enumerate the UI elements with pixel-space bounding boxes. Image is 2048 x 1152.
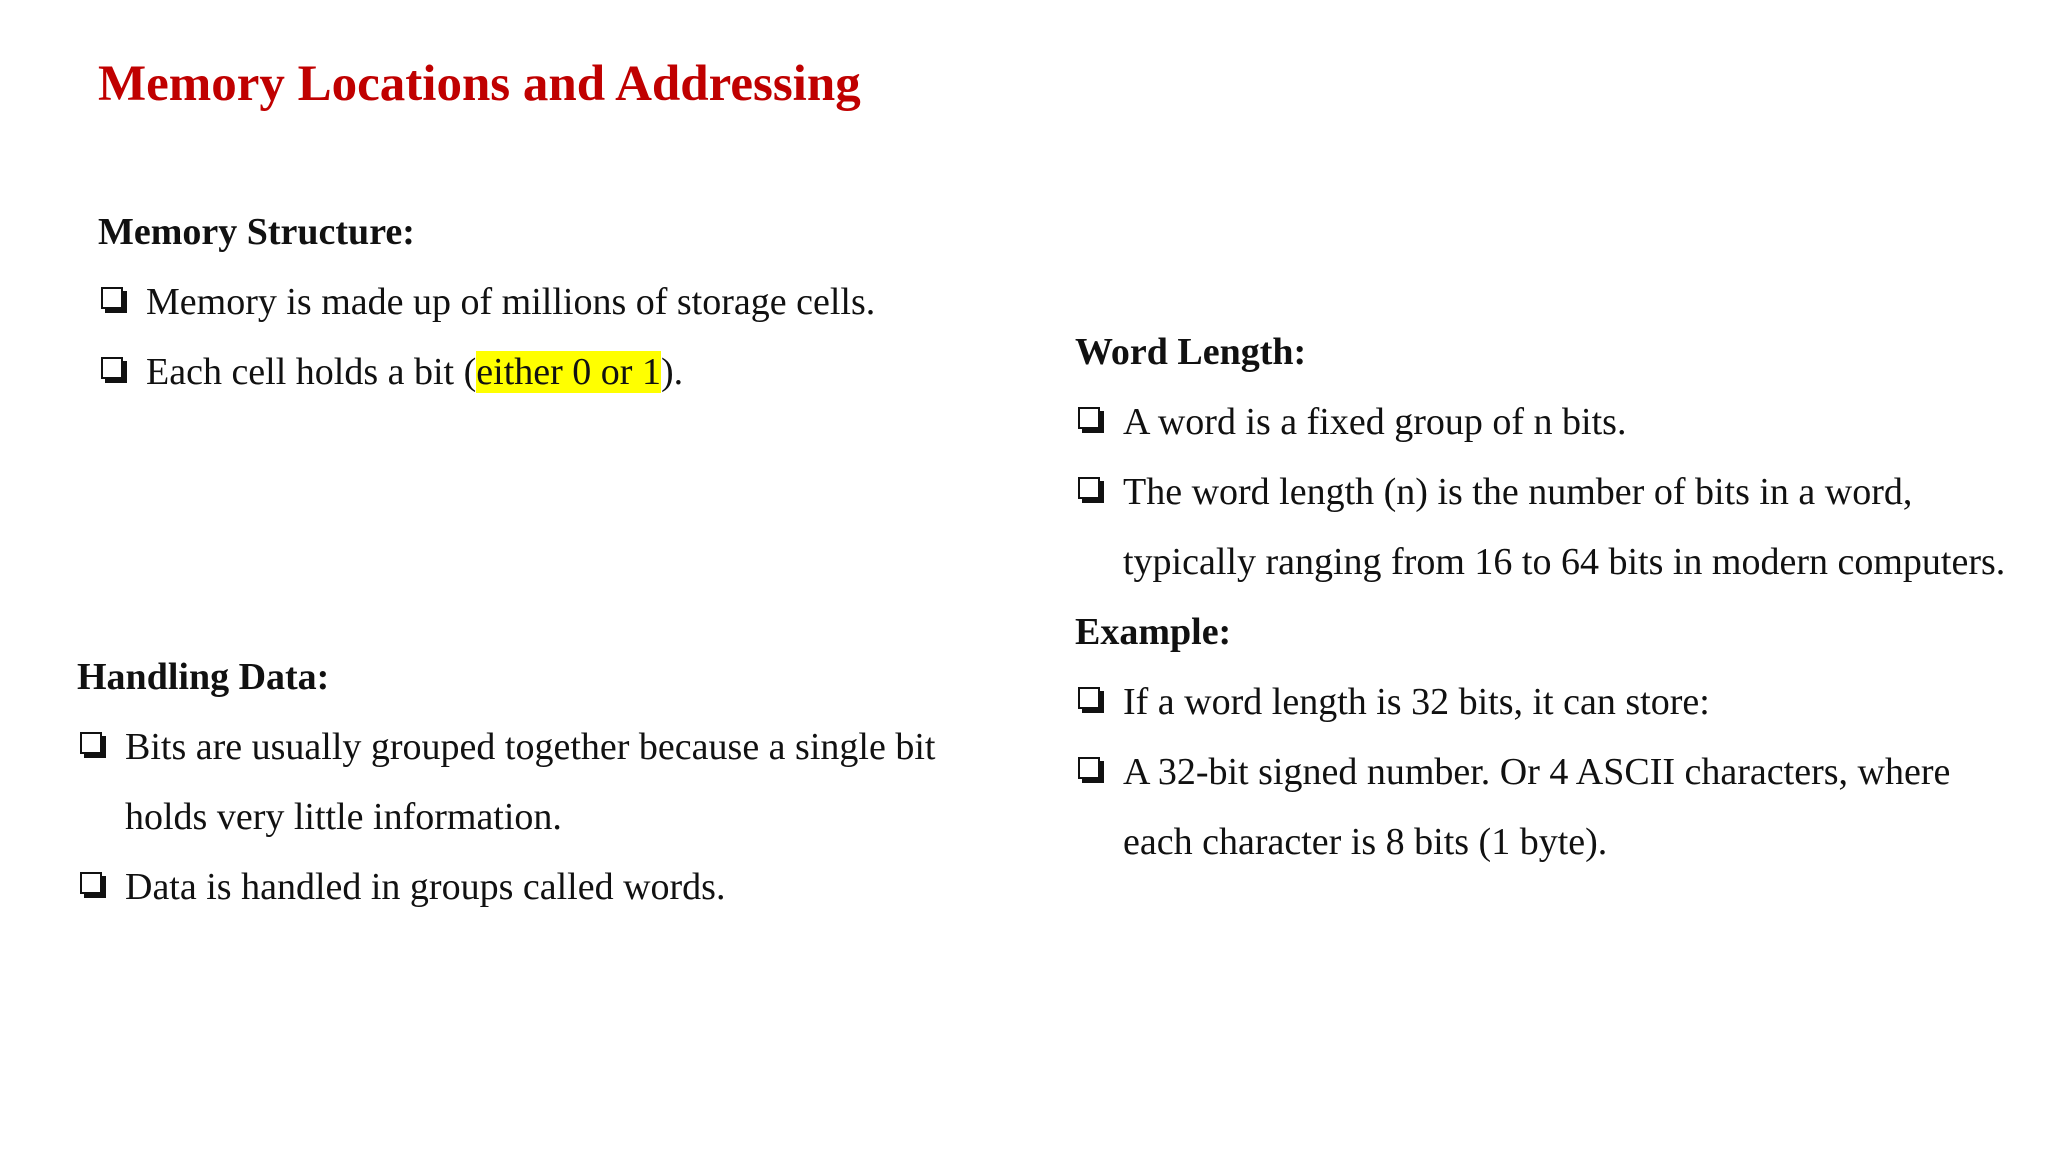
checkbox-bullet-icon	[1078, 687, 1100, 709]
checkbox-bullet-icon	[80, 732, 102, 754]
bullet-text-line-2: each character is 8 bits (1 byte).	[1123, 821, 1608, 863]
memory-structure-heading: Memory Structure:	[98, 211, 415, 253]
word-length-section	[1075, 317, 2005, 877]
bullet-item	[1075, 667, 2005, 737]
checkbox-bullet-icon	[101, 287, 123, 309]
bullet-text: A word is a fixed group of n bits.	[1123, 401, 1627, 443]
bullet-item	[1075, 737, 2005, 877]
bullet-text: Memory is made up of millions of storage cells.	[146, 281, 876, 323]
bullet-text-after: ).	[660, 351, 684, 393]
bullet-item	[98, 267, 875, 337]
bullet-item	[77, 712, 935, 852]
example-heading: Example:	[1075, 611, 1232, 653]
bullet-item	[77, 852, 935, 922]
bullet-item	[98, 337, 875, 407]
bullet-item	[1075, 457, 2005, 597]
memory-structure-section	[98, 197, 875, 407]
checkbox-bullet-icon	[1078, 477, 1100, 499]
bullet-item	[1075, 387, 2005, 457]
bullet-text-before: Each cell holds a bit (	[146, 351, 477, 393]
highlighted-text: either 0 or 1	[476, 351, 661, 393]
checkbox-bullet-icon	[1078, 757, 1100, 779]
slide-title: Memory Locations and Addressing	[98, 56, 861, 112]
bullet-text-line-2: typically ranging from 16 to 64 bits in modern computers.	[1123, 541, 2006, 583]
handling-data-section	[77, 642, 935, 922]
bullet-text-line-1: A 32-bit signed number. Or 4 ASCII characters, where	[1123, 751, 1951, 793]
bullet-text-line-2: holds very little information.	[125, 796, 562, 838]
handling-data-heading: Handling Data:	[77, 656, 330, 698]
bullet-text	[146, 337, 875, 407]
bullet-text-line-1: Bits are usually grouped together because a single bit	[125, 726, 936, 768]
checkbox-bullet-icon	[101, 357, 123, 379]
bullet-text: Data is handled in groups called words.	[125, 866, 726, 908]
bullet-text-line-1: The word length (n) is the number of bits in a word,	[1123, 471, 1913, 513]
checkbox-bullet-icon	[1078, 407, 1100, 429]
word-length-heading: Word Length:	[1075, 331, 1307, 373]
bullet-text: If a word length is 32 bits, it can store:	[1123, 681, 1710, 723]
checkbox-bullet-icon	[80, 872, 102, 894]
